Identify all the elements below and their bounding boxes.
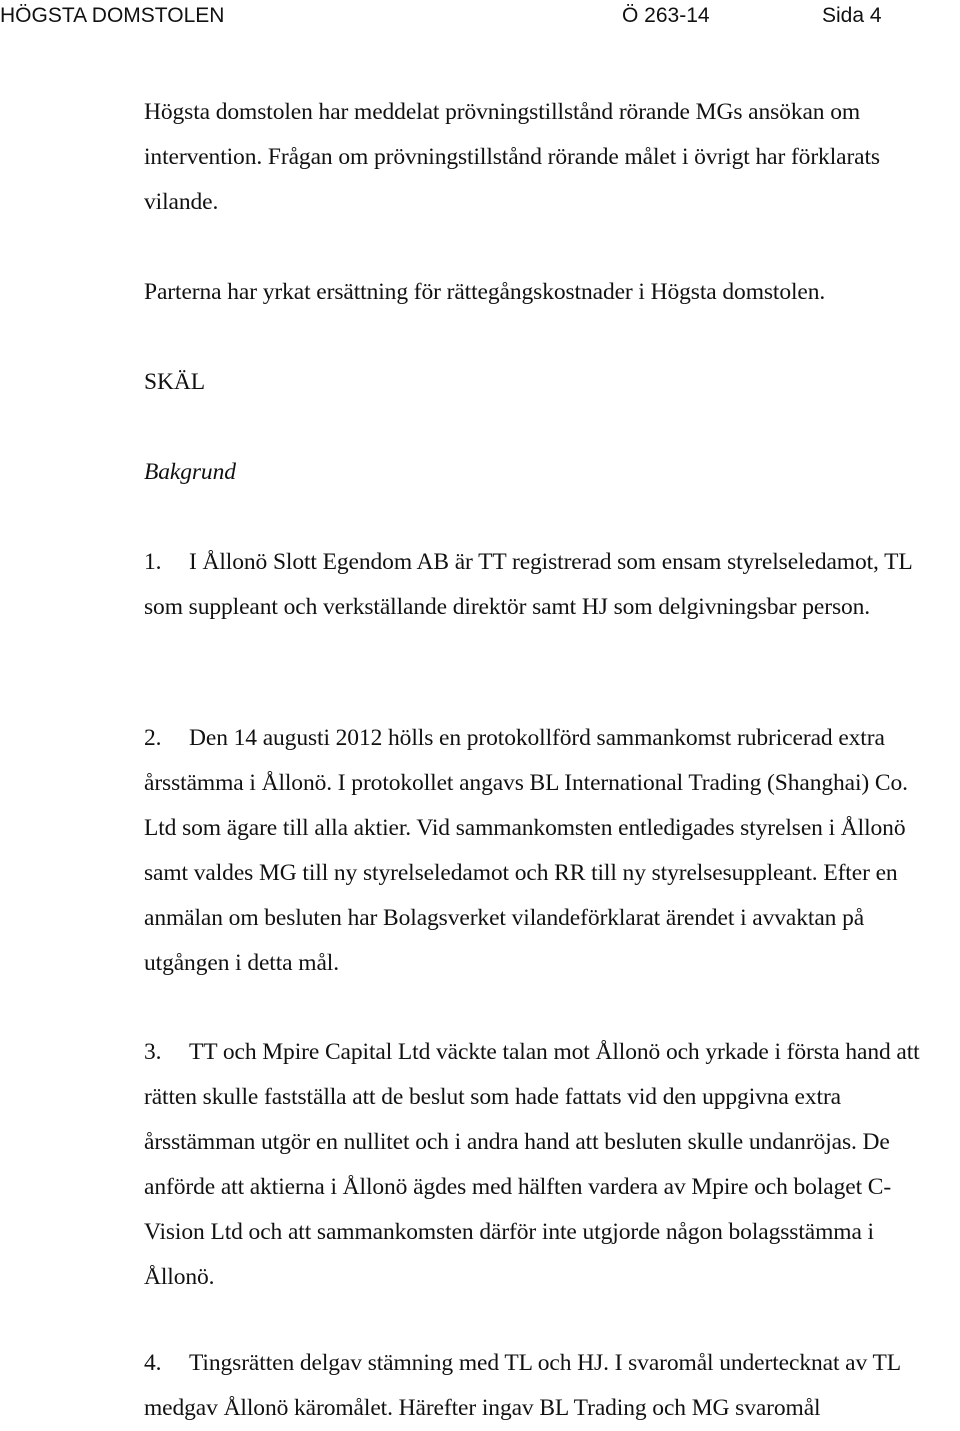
- paragraph-number: 4.: [144, 1350, 162, 1376]
- section-heading-text: SKÄL: [144, 369, 205, 395]
- intro-paragraph: [144, 90, 944, 225]
- court-name: HÖGSTA DOMSTOLEN: [0, 4, 225, 27]
- numbered-paragraph: [144, 1341, 944, 1431]
- paragraph-text: Den 14 augusti 2012 hölls en protokollförd sammankomst rubricerad extra årsstämma i Ållonö. I protokollet angavs BL International Trading (Shanghai) Co. Ltd som ägare till alla aktier. Vid sammankomsten entledigades styrelsen i Ållonö samt valdes MG till ny styrelseledamot och RR till ny styrelsesuppleant. Efter en anmälan om besluten har Bolagsverket vilandeförklarat ärendet i avvaktan på utgången i detta mål.: [144, 725, 908, 976]
- numbered-paragraph: [144, 1030, 944, 1300]
- numbered-paragraph: [144, 716, 944, 986]
- section-heading: [144, 360, 944, 405]
- costs-paragraph: [144, 270, 944, 315]
- paragraph-text: I Ållonö Slott Egendom AB är TT registrerad som ensam styrelseledamot, TL som suppleant och verkställande direktör samt HJ som delgivningsbar person.: [144, 549, 912, 620]
- page-number: Sida 4: [822, 4, 882, 27]
- case-number: Ö 263-14: [622, 4, 710, 27]
- paragraph-number: 2.: [144, 725, 162, 751]
- intro-paragraph-text: Högsta domstolen har meddelat prövningstillstånd rörande MGs ansökan om intervention. Frågan om prövningstillstånd rörande målet i övrigt har förklarats vilande.: [144, 99, 880, 215]
- numbered-paragraph: [144, 540, 944, 630]
- page-header: [0, 0, 960, 36]
- paragraph-text: TT och Mpire Capital Ltd väckte talan mot Ållonö och yrkade i första hand att rätten skulle fastställa att de beslut som hade fattats vid den uppgivna extra årsstämman utgör en nullitet och i andra hand att besluten skulle undanröjas. De anförde att aktierna i Ållonö ägdes med hälften vardera av Mpire och bolaget C-Vision Ltd och att sammankomsten därför inte utgjorde någon bolagsstämma i Ållonö.: [144, 1039, 920, 1290]
- subheading: [144, 450, 944, 495]
- subheading-text: Bakgrund: [144, 459, 236, 485]
- paragraph-number: 1.: [144, 549, 162, 575]
- paragraph-text: Tingsrätten delgav stämning med TL och HJ. I svaromål undertecknat av TL medgav Ållonö käromålet. Härefter ingav BL Trading och MG svaromål: [144, 1350, 901, 1421]
- paragraph-number: 3.: [144, 1039, 162, 1065]
- costs-paragraph-text: Parterna har yrkat ersättning för rättegångskostnader i Högsta domstolen.: [144, 279, 826, 305]
